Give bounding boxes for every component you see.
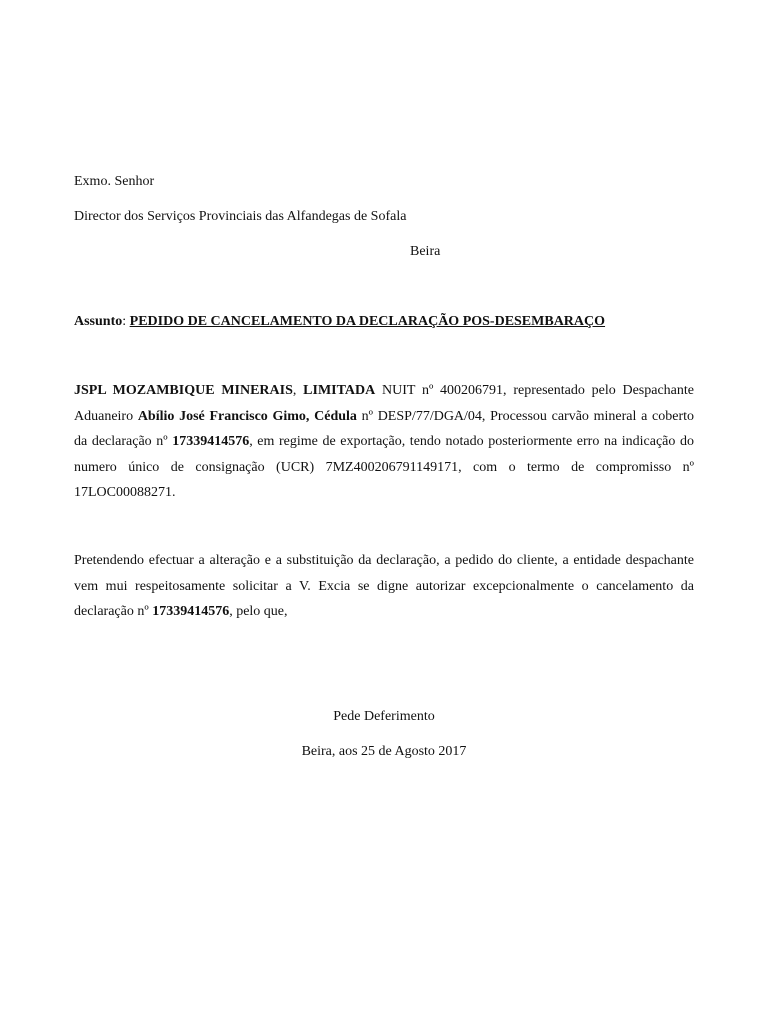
recipient-line: Director dos Serviços Provinciais das Alfandegas de Sofala <box>74 209 407 224</box>
date-line: Beira, aos 25 de Agosto 2017 <box>301 744 467 759</box>
paragraph-declaration-error <box>74 378 694 506</box>
closing-line: Pede Deferimento <box>333 709 435 724</box>
subject-title: PEDIDO DE CANCELAMENTO DA DECLARAÇÃO POS-DESEMBARAÇO <box>129 314 606 329</box>
paragraph2-text-1: Pretendendo efectuar a alteração e a substituição da declaração, a pedido do cliente, a entidade despachante vem mui respeitosamente solicitar a V. Excia se digne autorizar excepcionalmente o cancelamento da declaração nº <box>74 553 694 619</box>
paragraph2-text-2: , pelo que, <box>229 604 288 619</box>
paragraph1-text-3: , em regime de exportação, tendo notado posteriormente erro na indicação do numero único de consignação (UCR) 7MZ400206791149171, com o termo de compromisso nº 17LOC00088271. <box>74 434 694 500</box>
city-line: Beira <box>410 244 441 259</box>
company-limitada: LIMITADA <box>303 383 376 398</box>
subject-line <box>74 313 605 331</box>
company-name: JSPL MOZAMBIQUE MINERAIS <box>74 383 293 398</box>
declaration-number: 17339414576 <box>172 434 250 449</box>
salutation: Exmo. Senhor <box>74 174 155 189</box>
paragraph-cancellation-request <box>74 548 694 625</box>
subject-label: Assunto <box>74 314 123 329</box>
agent-name: Abílio José Francisco Gimo, Cédula <box>137 408 357 424</box>
declaration-number-2: 17339414576 <box>152 604 230 619</box>
paragraph1-text-2: nº DESP/77/DGA/04, Processou carvão mineral a coberto da declaração nº <box>74 408 695 449</box>
paragraph1-text-1: NUIT nº 400206791, representado pelo Despachante Aduaneiro <box>74 383 694 424</box>
subject-colon: : <box>122 314 127 329</box>
company-comma: , <box>292 383 297 398</box>
